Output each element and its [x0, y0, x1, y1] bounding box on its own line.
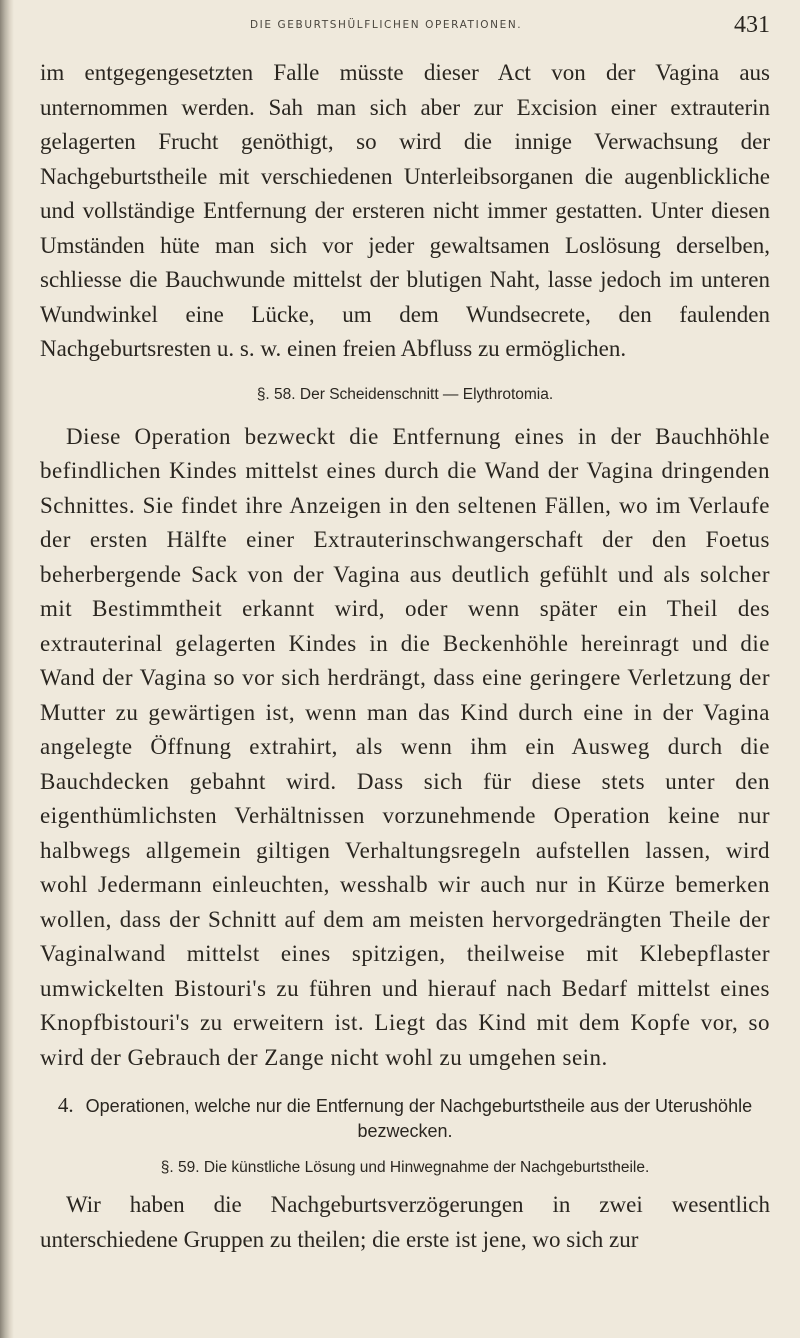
page-binding-edge: [0, 0, 14, 1338]
section-59-number: §. 59.: [160, 1159, 200, 1176]
page-header: [40, 12, 780, 42]
subsection-heading: [40, 1093, 770, 1144]
section-58-heading: [40, 383, 770, 407]
section-59-heading: [40, 1156, 770, 1180]
paragraph-nachgeburt: Wir haben die Nachgeburtsverzögerungen in zwei wesentlich unterschiedene Gruppen zu theilen; die erste ist jene, wo sich zur: [40, 1192, 770, 1252]
main-text: [40, 56, 770, 1257]
section-59-title: Die künstliche Lösung und Hinwegnahme der Nachgeburtstheile.: [203, 1159, 650, 1176]
section-58-title: Der Scheidenschnitt — Elythrotomia.: [299, 385, 554, 403]
paragraph-continuation: im entgegengesetzten Falle müsste dieser Act von der Vagina aus unternommen werden. Sah man sich aber zur Excision einer extrauterin gelagerten Frucht genöthigt, so wird die innige Verwachsung der Nachgeburtstheile mit verschiedenen Unterleibsorganen die augenblickliche und vollständige Entfernung der ersteren nicht immer gestatten. Unter diesen Umständen hüte man sich vor jeder gewaltsamen Loslösung derselben, schliesse die Bauchwunde mittelst der blutigen Naht, lasse jedoch im unteren Wundwinkel eine Lücke, um dem Wundsecrete, den faulenden Nachgeburtsresten u. s. w. einen freien Abfluss zu ermöglichen.: [40, 60, 770, 361]
section-58-number: §. 58.: [256, 385, 296, 403]
running-head: DIE GEBURTSHÜLFLICHEN OPERATIONEN.: [250, 19, 523, 31]
paragraph-elythrotomia: Diese Operation bezweckt die Entfernung eines in der Bauchhöhle befindlichen Kindes mittelst eines durch die Wand der Vagina dringenden Schnittes. Sie findet ihre Anzeigen in den seltenen Fällen, wo im Verlaufe der ersten Hälfte einer Extrauterinschwangerschaft der den Foetus beherbergende Sack von der Vagina aus deutlich gefühlt und als solcher mit Bestimmtheit erkannt wird, oder wenn später ein Theil des extrauterinal gelagerten Kindes in die Beckenhöhle hereinragt und die Wand der Vagina so vor sich herdrängt, dass eine geringere Verletzung der Mutter zu gewärtigen ist, wenn man das Kind durch eine in der Vagina angelegte Öffnung extrahirt, als wenn ihm ein Ausweg durch die Bauchdecken gebahnt wird. Dass sich für diese stets unter den eigenthümlichsten Verhältnissen vorzunehmende Operation keine nur halbwegs allgemein giltigen Verhaltungsregeln aufstellen lassen, wird wohl Jedermann einleuchten, wesshalb wir auch nur in Kürze bemerken wollen, dass der Schnitt auf dem am meisten hervorgedrängten Theile der Vaginalwand mittelst eines spitzigen, theilweise mit Klebepflaster umwickelten Bistouri's zu führen und hierauf nach Bedarf mittelst eines Knopfbistouri's zu erweitern ist. Liegt das Kind mit dem Kopfe vor, so wird der Gebrauch der Zange nicht wohl zu umgehen sein.: [40, 423, 770, 1070]
page-number: 431: [734, 12, 770, 38]
subsection-title: Operationen, welche nur die Entfernung der Nachgeburtstheile aus der Uterushöhle bezwecken.: [85, 1096, 753, 1141]
subsection-number: 4.: [57, 1093, 74, 1117]
